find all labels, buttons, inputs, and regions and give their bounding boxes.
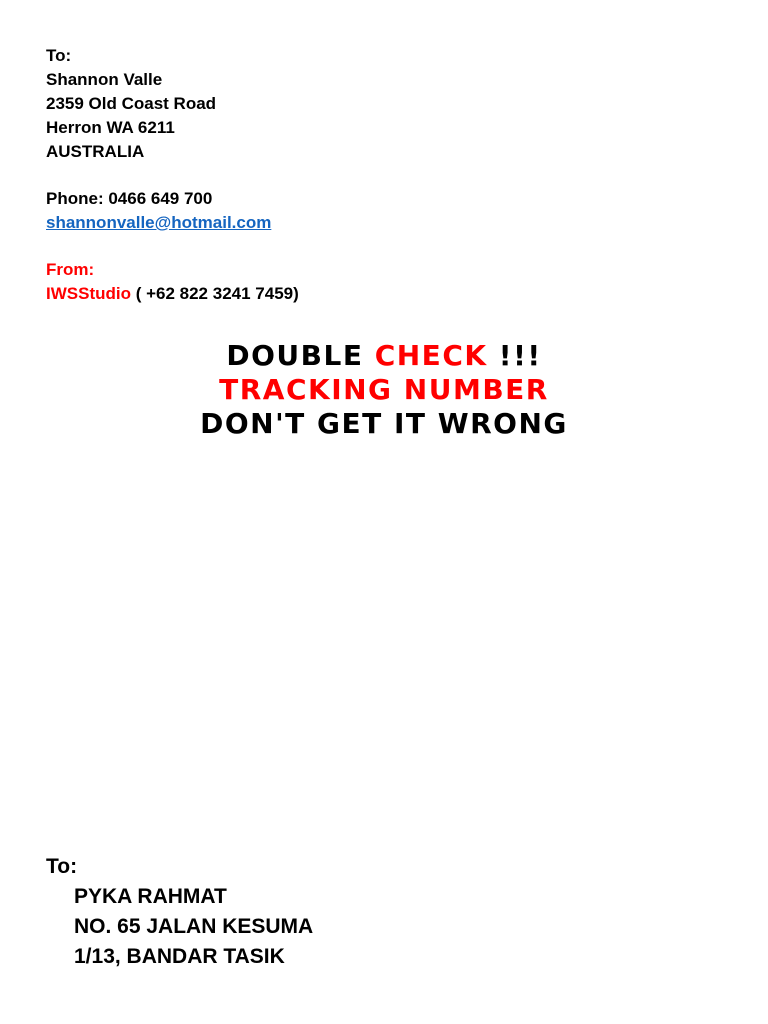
spacer xyxy=(46,235,299,258)
recipient-city: Herron WA 6211 xyxy=(46,118,175,137)
headline-line-1 xyxy=(0,339,768,373)
recipient-name: Shannon Valle xyxy=(46,70,163,89)
recipient-address-block xyxy=(46,852,313,972)
recipient-address-line-2: 1/13, BANDAR TASIK xyxy=(74,945,285,968)
headline-check: CHECK xyxy=(374,339,488,372)
recipient-phone: Phone: 0466 649 700 xyxy=(46,189,213,208)
recipient-street: 2359 Old Coast Road xyxy=(46,94,217,113)
email-line xyxy=(46,211,299,235)
recipient-name-bottom: PYKA RAHMAT xyxy=(74,885,227,908)
to-label: To: xyxy=(46,46,72,65)
from-line xyxy=(46,282,299,306)
from-phone: ( +62 822 3241 7459) xyxy=(130,284,299,303)
from-label: From: xyxy=(46,260,95,279)
spacer xyxy=(46,164,299,187)
headline-line-2: TRACKING NUMBER xyxy=(219,373,549,406)
headline-exclaim: !!! xyxy=(487,339,542,372)
headline-line-3: DON'T GET IT WRONG xyxy=(200,407,568,440)
headline-double: DOUBLE xyxy=(226,339,375,372)
to-label-bottom: To: xyxy=(46,855,78,878)
warning-headline xyxy=(0,339,768,441)
recipient-address-line-1: NO. 65 JALAN KESUMA xyxy=(74,915,314,938)
recipient-country: AUSTRALIA xyxy=(46,142,145,161)
from-name: IWSStudio xyxy=(46,284,131,303)
email-link[interactable]: shannonvalle@hotmail.com xyxy=(46,213,272,232)
sender-address-block xyxy=(46,44,299,306)
